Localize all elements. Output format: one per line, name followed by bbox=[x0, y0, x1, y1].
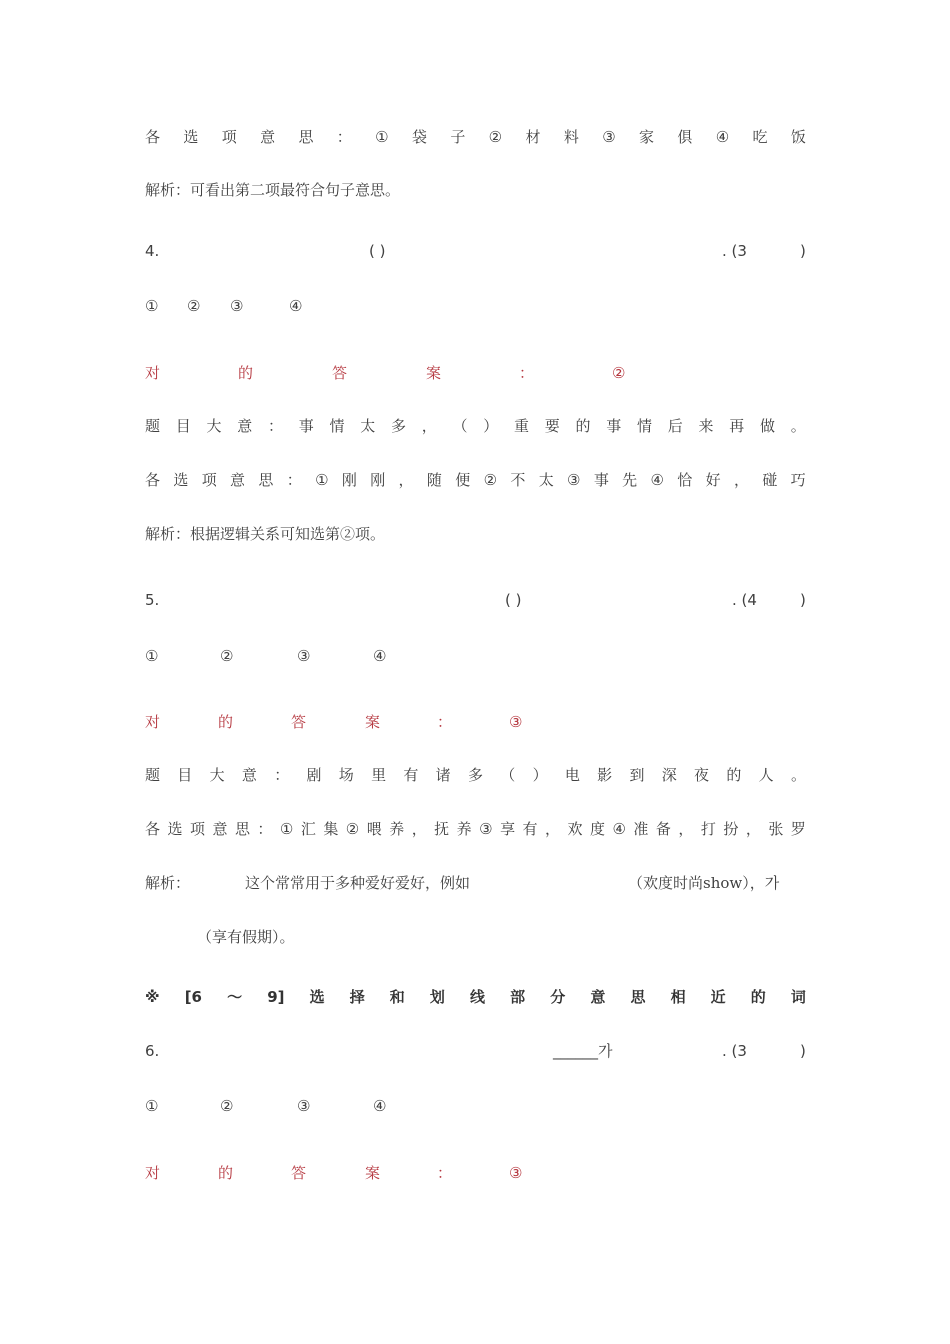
glyph: 罗 bbox=[790, 820, 806, 838]
q4-answer bbox=[145, 360, 806, 386]
glyph: 各 bbox=[145, 128, 161, 146]
answer-value: ② bbox=[612, 364, 626, 382]
glyph: 吃 bbox=[752, 128, 768, 146]
glyph: 项 bbox=[201, 471, 217, 489]
glyph: ② bbox=[345, 820, 360, 838]
glyph: 欢 bbox=[567, 820, 583, 838]
glyph: （ bbox=[452, 417, 468, 435]
glyph: 好 bbox=[705, 471, 721, 489]
glyph: 各 bbox=[145, 820, 161, 838]
glyph: 线 bbox=[470, 988, 486, 1006]
glyph: 张 bbox=[768, 820, 784, 838]
q4-score: . (3 bbox=[722, 242, 747, 260]
glyph: ③ bbox=[602, 128, 616, 146]
q5-answer bbox=[145, 709, 806, 735]
q6-option-2: ② bbox=[220, 1097, 234, 1115]
glyph: 。 bbox=[790, 417, 806, 435]
glyph: ① bbox=[315, 471, 329, 489]
glyph: 材 bbox=[525, 128, 541, 146]
glyph: 不 bbox=[510, 471, 526, 489]
q4-number: 4. bbox=[145, 242, 160, 260]
glyph: 夜 bbox=[694, 766, 710, 784]
glyph: ※ bbox=[145, 988, 160, 1006]
glyph: 恰 bbox=[677, 471, 693, 489]
glyph: 家 bbox=[638, 128, 654, 146]
glyph: 选 bbox=[183, 128, 199, 146]
q5-analysis-example-2: （享有假期）。 bbox=[197, 928, 295, 946]
glyph: 题 bbox=[145, 417, 161, 435]
glyph: 准 bbox=[633, 820, 649, 838]
glyph: ， bbox=[733, 471, 749, 489]
glyph: ： bbox=[274, 766, 290, 784]
q5-option-meanings bbox=[145, 816, 806, 842]
glyph: ） bbox=[483, 417, 499, 435]
q5-option-1: ① bbox=[145, 647, 159, 665]
answer-char: 的 bbox=[218, 1164, 234, 1182]
glyph: 意 bbox=[590, 988, 606, 1006]
glyph: 择 bbox=[349, 988, 365, 1006]
glyph: 俱 bbox=[677, 128, 693, 146]
glyph: 情 bbox=[637, 417, 653, 435]
q4-score-close: ) bbox=[800, 242, 806, 260]
glyph: （ bbox=[500, 766, 516, 784]
glyph: 打 bbox=[700, 820, 716, 838]
answer-char: 答 bbox=[291, 1164, 307, 1182]
glyph: 和 bbox=[389, 988, 405, 1006]
glyph: 相 bbox=[670, 988, 686, 1006]
answer-char: 对 bbox=[145, 713, 161, 731]
glyph: ： bbox=[336, 128, 352, 146]
glyph: 大 bbox=[209, 766, 225, 784]
glyph: 度 bbox=[590, 820, 606, 838]
q5-options bbox=[145, 643, 806, 669]
glyph: 电 bbox=[564, 766, 580, 784]
q4-options bbox=[145, 293, 806, 319]
glyph: [6 bbox=[184, 988, 202, 1006]
glyph: 场 bbox=[338, 766, 354, 784]
glyph: 有 bbox=[522, 820, 538, 838]
glyph: 汇 bbox=[300, 820, 316, 838]
glyph: 意 bbox=[241, 766, 257, 784]
glyph: ， bbox=[411, 820, 427, 838]
glyph: 随 bbox=[426, 471, 442, 489]
answer-value: ③ bbox=[509, 713, 523, 731]
glyph: ③ bbox=[567, 471, 581, 489]
glyph: 项 bbox=[221, 128, 237, 146]
glyph: ： bbox=[268, 417, 284, 435]
glyph: 大 bbox=[206, 417, 222, 435]
glyph: 意 bbox=[212, 820, 228, 838]
answer-char: 对 bbox=[145, 364, 161, 382]
q5-option-2: ② bbox=[220, 647, 234, 665]
glyph: 太 bbox=[360, 417, 376, 435]
glyph: 各 bbox=[145, 471, 161, 489]
glyph: 目 bbox=[177, 766, 193, 784]
glyph: 选 bbox=[167, 820, 183, 838]
glyph: 思 bbox=[298, 128, 314, 146]
answer-char: 对 bbox=[145, 1164, 161, 1182]
glyph: ② bbox=[483, 471, 498, 489]
glyph: 分 bbox=[550, 988, 566, 1006]
answer-char: 案 bbox=[365, 713, 381, 731]
q6-blank: ______가 bbox=[553, 1042, 613, 1060]
glyph: 多 bbox=[391, 417, 407, 435]
q4-option-2: ② bbox=[187, 297, 201, 315]
glyph: 事 bbox=[606, 417, 622, 435]
glyph: ： bbox=[286, 471, 302, 489]
q6-score: . (3 bbox=[722, 1042, 747, 1060]
q3-analysis: 解析：可看出第二项最符合句子意思。 bbox=[145, 181, 401, 199]
glyph: 影 bbox=[597, 766, 613, 784]
glyph: 词 bbox=[790, 988, 806, 1006]
glyph: 备 bbox=[655, 820, 671, 838]
q6-score-close: ) bbox=[800, 1042, 806, 1060]
glyph: ： bbox=[257, 820, 273, 838]
glyph: 目 bbox=[175, 417, 191, 435]
glyph: 近 bbox=[710, 988, 726, 1006]
glyph: 思 bbox=[234, 820, 250, 838]
glyph: 里 bbox=[371, 766, 387, 784]
q5-option-3: ③ bbox=[297, 647, 311, 665]
glyph: ， bbox=[745, 820, 761, 838]
glyph: 事 bbox=[298, 417, 314, 435]
q5-option-4: ④ bbox=[373, 647, 387, 665]
glyph: 项 bbox=[189, 820, 205, 838]
glyph: 集 bbox=[323, 820, 339, 838]
q4-analysis: 解析：根据逻辑关系可知选第②项。 bbox=[145, 525, 386, 543]
q5-blank-paren: ( ) bbox=[505, 591, 522, 609]
section-heading bbox=[145, 984, 806, 1010]
glyph: 袋 bbox=[411, 128, 427, 146]
glyph: ～ bbox=[227, 988, 243, 1006]
glyph: 的 bbox=[750, 988, 766, 1006]
glyph: 重 bbox=[514, 417, 530, 435]
q6-option-4: ④ bbox=[373, 1097, 387, 1115]
glyph: 的 bbox=[575, 417, 591, 435]
q4-option-1: ① bbox=[145, 297, 159, 315]
glyph: 9] bbox=[267, 988, 285, 1006]
glyph: 人 bbox=[758, 766, 774, 784]
glyph: ， bbox=[398, 471, 414, 489]
glyph: 意 bbox=[260, 128, 276, 146]
glyph: ， bbox=[421, 417, 437, 435]
q6-question-line bbox=[145, 1038, 806, 1064]
glyph: 诸 bbox=[435, 766, 451, 784]
glyph: 喂 bbox=[366, 820, 382, 838]
glyph: 意 bbox=[237, 417, 253, 435]
glyph: 做 bbox=[760, 417, 776, 435]
q4-gist bbox=[145, 413, 806, 439]
glyph: 子 bbox=[450, 128, 466, 146]
q4-option-3: ③ bbox=[230, 297, 244, 315]
q4-question-line bbox=[145, 238, 806, 264]
q5-score-close: ) bbox=[800, 591, 806, 609]
glyph: 抚 bbox=[434, 820, 450, 838]
answer-char: ： bbox=[437, 713, 453, 731]
q4-option-meanings bbox=[145, 467, 806, 493]
answer-char: 的 bbox=[238, 364, 254, 382]
q5-score: . (4 bbox=[732, 591, 757, 609]
glyph: 选 bbox=[309, 988, 325, 1006]
glyph: 饭 bbox=[790, 128, 806, 146]
glyph: ① bbox=[279, 820, 294, 838]
answer-char: ： bbox=[437, 1164, 453, 1182]
glyph: 刚 bbox=[370, 471, 386, 489]
q5-analysis-text: 这个常常用于多种爱好爱好，例如 bbox=[245, 874, 471, 892]
glyph: 刚 bbox=[341, 471, 357, 489]
q6-number: 6. bbox=[145, 1042, 160, 1060]
glyph: 养 bbox=[456, 820, 472, 838]
q5-analysis-label: 解析： bbox=[145, 874, 191, 892]
answer-char: 案 bbox=[365, 1164, 381, 1182]
answer-char: 的 bbox=[218, 713, 234, 731]
glyph: ④ bbox=[650, 471, 664, 489]
q5-analysis bbox=[145, 870, 806, 896]
answer-char: 答 bbox=[332, 364, 348, 382]
glyph: 再 bbox=[729, 417, 745, 435]
glyph: 多 bbox=[467, 766, 483, 784]
glyph: ） bbox=[532, 766, 548, 784]
q5-analysis-continued bbox=[145, 924, 806, 950]
glyph: 选 bbox=[173, 471, 189, 489]
glyph: 题 bbox=[145, 766, 161, 784]
q4-blank-paren: ( ) bbox=[369, 242, 386, 260]
q4-option-4: ④ bbox=[289, 297, 303, 315]
glyph: 深 bbox=[661, 766, 677, 784]
glyph: 料 bbox=[563, 128, 579, 146]
glyph: ， bbox=[545, 820, 561, 838]
answer-char: 答 bbox=[291, 713, 307, 731]
glyph: 的 bbox=[726, 766, 742, 784]
glyph: 。 bbox=[790, 766, 806, 784]
glyph: 要 bbox=[544, 417, 560, 435]
glyph: 便 bbox=[455, 471, 471, 489]
glyph: 巧 bbox=[790, 471, 806, 489]
q5-number: 5. bbox=[145, 591, 160, 609]
glyph: ③ bbox=[479, 820, 493, 838]
glyph: ② bbox=[488, 128, 503, 146]
q5-question-line bbox=[145, 587, 806, 613]
q5-gist bbox=[145, 762, 806, 788]
glyph: 部 bbox=[510, 988, 526, 1006]
q6-answer bbox=[145, 1160, 806, 1186]
glyph: 情 bbox=[329, 417, 345, 435]
q3-option-meanings bbox=[145, 124, 806, 150]
glyph: 有 bbox=[403, 766, 419, 784]
answer-value: ③ bbox=[509, 1164, 523, 1182]
q6-option-1: ① bbox=[145, 1097, 159, 1115]
answer-char: ： bbox=[519, 364, 535, 382]
glyph: 到 bbox=[629, 766, 645, 784]
glyph: 划 bbox=[429, 988, 445, 1006]
glyph: 后 bbox=[667, 417, 683, 435]
glyph: 太 bbox=[538, 471, 554, 489]
glyph: 养 bbox=[389, 820, 405, 838]
glyph: 剧 bbox=[306, 766, 322, 784]
glyph: 碰 bbox=[762, 471, 778, 489]
q5-analysis-example-1: （欢度时尚show），가 bbox=[628, 874, 780, 892]
glyph: ， bbox=[678, 820, 694, 838]
glyph: 先 bbox=[622, 471, 638, 489]
glyph: ① bbox=[375, 128, 389, 146]
glyph: 思 bbox=[630, 988, 646, 1006]
glyph: 事 bbox=[593, 471, 609, 489]
q6-option-3: ③ bbox=[297, 1097, 311, 1115]
glyph: 意 bbox=[230, 471, 246, 489]
glyph: 扮 bbox=[723, 820, 739, 838]
glyph: 来 bbox=[698, 417, 714, 435]
glyph: 思 bbox=[258, 471, 274, 489]
q6-options bbox=[145, 1093, 806, 1119]
glyph: ④ bbox=[612, 820, 626, 838]
glyph: 享 bbox=[500, 820, 516, 838]
answer-char: 案 bbox=[426, 364, 442, 382]
glyph: ④ bbox=[715, 128, 730, 146]
